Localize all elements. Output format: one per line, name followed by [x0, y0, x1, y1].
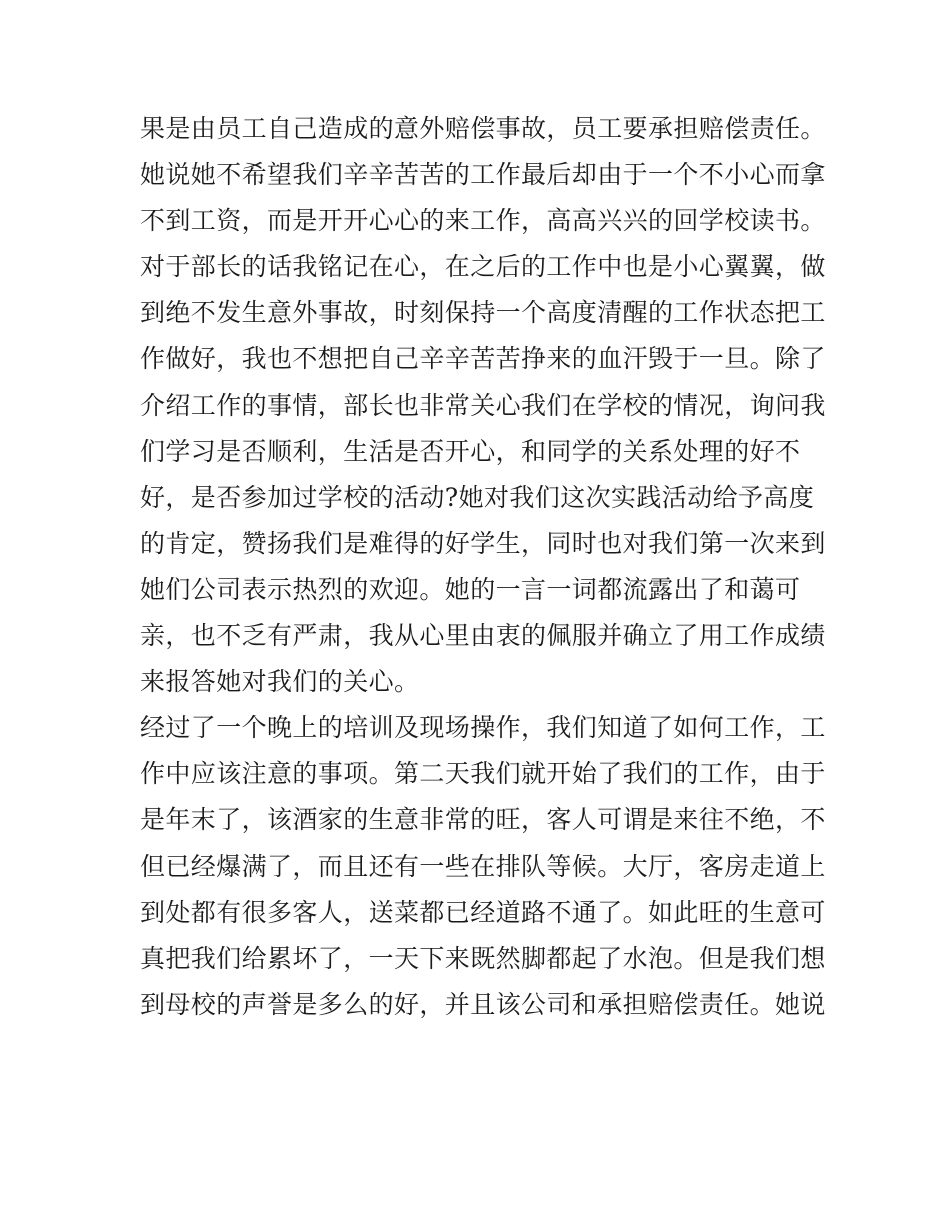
text-line: 果是由员工自己造成的意外赔偿事故，员工要承担赔偿责任。 [140, 114, 826, 143]
text-line: 她说她不希望我们辛辛苦苦的工作最后却由于一个不小心而拿 [140, 160, 826, 190]
text-line: 真把我们给累坏了，一天下来既然脚都起了水泡。但是我们想 [140, 943, 826, 973]
text-line: 作中应该注意的事项。第二天我们就开始了我们的工作，由于 [140, 759, 826, 789]
text-line: 亲，也不乏有严肃，我从心里由衷的佩服并确立了用工作成绩 [140, 621, 826, 651]
text-line: 们学习是否顺利，生活是否开心，和同学的关系处理的好不 [140, 436, 801, 466]
text-line: 对于部长的话我铭记在心，在之后的工作中也是小心翼翼，做 [140, 252, 826, 282]
text-line: 到母校的声誉是多么的好，并且该公司和承担赔偿责任。她说 [140, 989, 826, 1019]
text-line: 到处都有很多客人，送菜都已经道路不通了。如此旺的生意可 [140, 897, 826, 927]
body-text [140, 106, 826, 1028]
text-line: 是年末了，该酒家的生意非常的旺，客人可谓是来往不绝，不 [140, 805, 826, 835]
text-line: 的肯定，赞扬我们是难得的好学生，同时也对我们第一次来到 [140, 528, 826, 558]
text-line: 经过了一个晚上的培训及现场操作，我们知道了如何工作，工 [140, 713, 826, 743]
text-line: 不到工资，而是开开心心的来工作，高高兴兴的回学校读书。 [140, 206, 826, 236]
text-line: 作做好，我也不想把自己辛辛苦苦挣来的血汗毁于一旦。除了 [140, 344, 826, 374]
text-line: 她们公司表示热烈的欢迎。她的一言一词都流露出了和蔼可 [140, 574, 801, 604]
text-line: 好，是否参加过学校的活动?她对我们这次实践活动给予高度 [140, 482, 815, 512]
text-line: 到绝不发生意外事故，时刻保持一个高度清醒的工作状态把工 [140, 298, 826, 328]
text-line: 但已经爆满了，而且还有一些在排队等候。大厅，客房走道上 [140, 851, 826, 881]
text-line: 介绍工作的事情，部长也非常关心我们在学校的情况，询问我 [140, 390, 826, 420]
text-line: 来报答她对我们的关心。 [140, 667, 420, 697]
